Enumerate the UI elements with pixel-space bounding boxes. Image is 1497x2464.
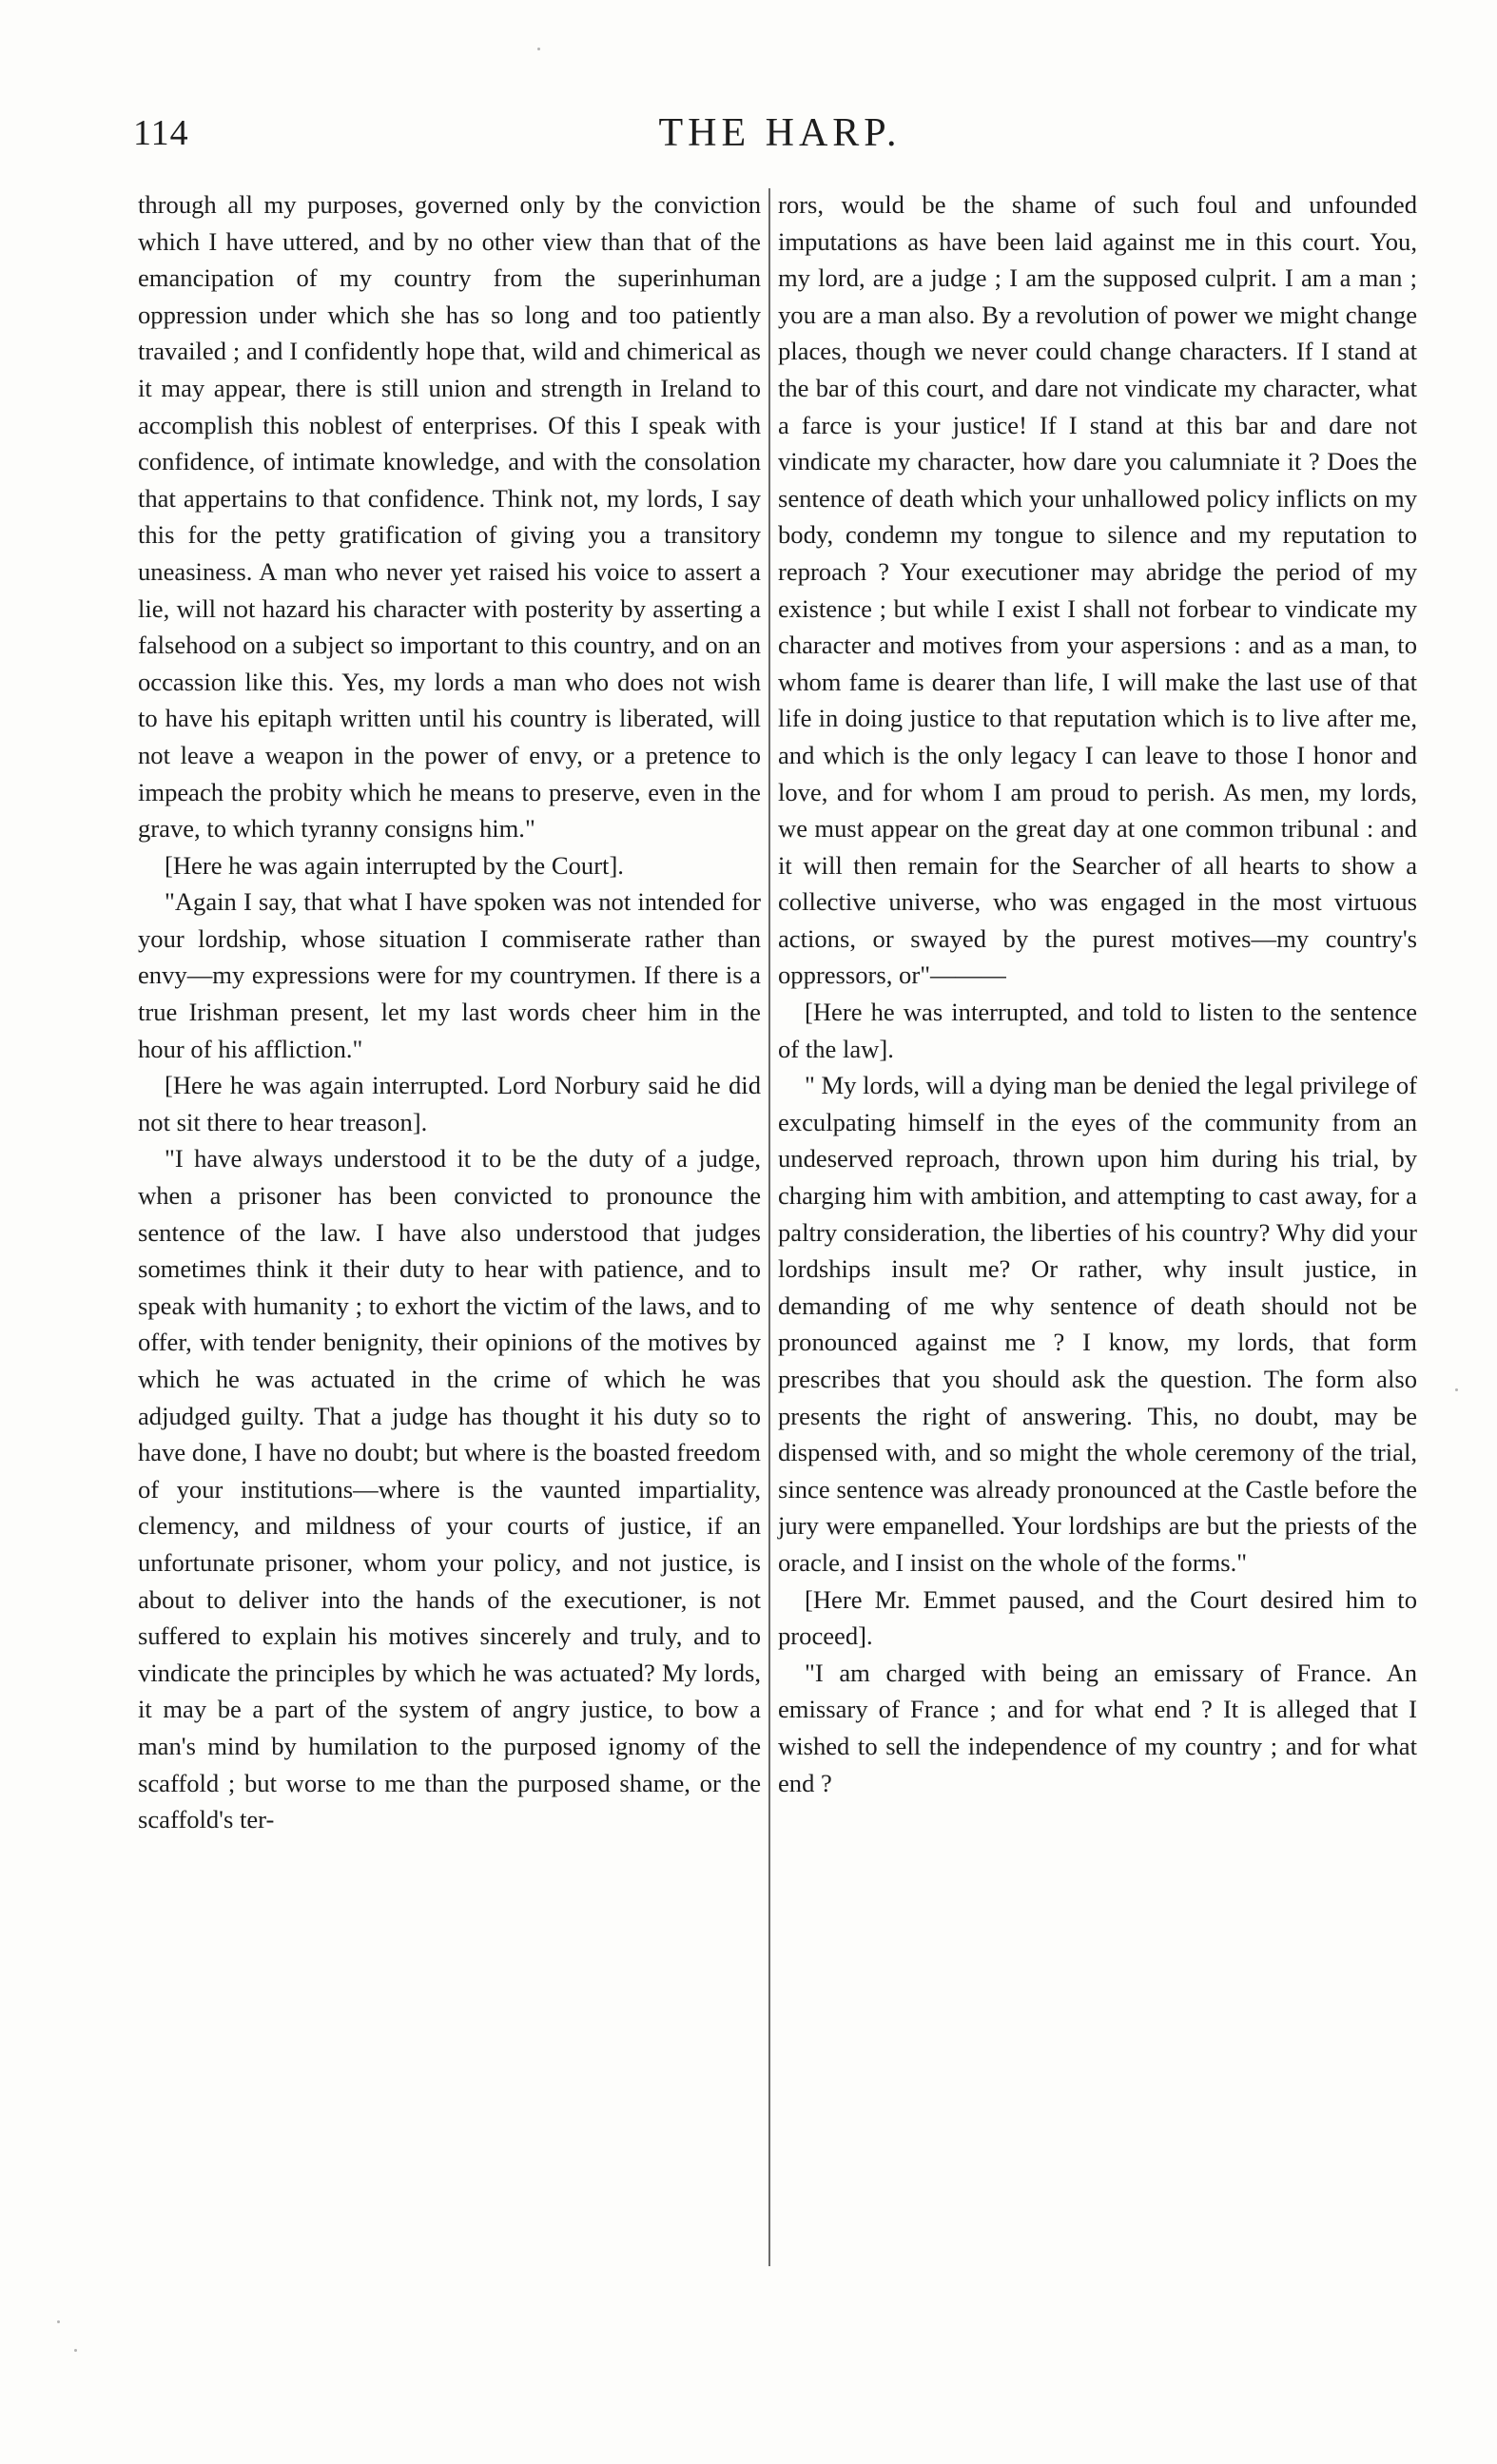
paragraph: [Here Mr. Emmet paused, and the Court desired him to proceed]. <box>778 1584 1417 1651</box>
paragraph: [Here he was again interrupted. Lord Norbury said he did not sit there to hear treason]. <box>138 1071 761 1136</box>
paragraph: [Here he was interrupted, and told to listen to the sentence of the law]. <box>778 998 1417 1063</box>
paragraph: [Here he was again interrupted by the Court]. <box>165 850 624 880</box>
page-number: 114 <box>133 113 189 153</box>
left-column <box>138 186 761 1838</box>
print-speckle <box>537 48 540 50</box>
print-speckle <box>74 2349 77 2352</box>
print-speckle <box>1455 1388 1458 1391</box>
right-column <box>778 186 1417 1801</box>
paragraph: "Again I say, that what I have spoken was not intended for your lordship, whose situation I commiserate rather than envy—my expressions were for my countrymen. If there is a true Irishman present, let my last words cheer him in the hour of his affliction." <box>138 887 761 1063</box>
column-rule <box>768 188 770 2266</box>
paragraph: " My lords, will a dying man be denied the legal privilege of exculpating himself in the eyes of the community from an undeserved reproach, thrown upon him during his trial, by charging him with ambition, and attempting to cast away, for a paltry consideration, the liberties of his country? Why did your lordships insult me? Or rather, why insult justice, in demanding of me why sentence of death should not be pronounced against me ? I know, my lords, that form prescribes that you should ask the question. The form also presents the right of answering. This, no doubt, may be dispensed with, and so might the whole ceremony of the trial, since sentence was already pronounced at the Castle before the jury were empanelled. Your lordships are but the priests of the oracle, and I insist on the whole of the forms." <box>778 1071 1417 1577</box>
running-title: THE HARP. <box>658 111 902 155</box>
paragraph: through all my purposes, governed only by the conviction which I have uttered, and by no other view than that of the emancipation of my country from the superinhuman oppression under which she has so long and too patiently travailed ; and I confidently hope that, wild and chimerical as it may appear, there is still union and strength in Ireland to accomplish this noblest of enterprises. Of this I speak with confidence, of intimate knowledge, and with the consolation that appertains to that confidence. Think not, my lords, I say this for the petty gratification of giving you a transitory uneasiness. A man who never yet raised his voice to assert a lie, will not hazard his character with posterity by asserting a falsehood on a subject so important to this country, and on an occassion like this. Yes, my lords a man who does not wish to have his epitaph written until his country is liberated, will not leave a weapon in the power of envy, or a pretence to impeach the probity which he means to preserve, even in the grave, to which tyranny consigns him." <box>138 190 761 844</box>
paragraph: "I am charged with being an emissary of France. An emissary of France ; and for what end ? It is alleged that I wished to sell the independence of my country ; and for what end ? <box>778 1658 1417 1797</box>
paragraph: rors, would be the shame of such foul and unfounded imputations as have been laid against me in this court. You, my lord, are a judge ; I am the supposed culprit. I am a man ; you are a man also. By a revolution of power we might change places, though we never could change characters. If I stand at the bar of this court, and dare not vindicate my character, what a farce is your justice! If I stand at this bar and dare not vindicate my character, how dare you calumniate it ? Does the sentence of death which your unhallowed policy inflicts on my body, condemn my tongue to silence and my reputation to reproach ? Your executioner may abridge the period of my existence ; but while I exist I shall not forbear to vindicate my character and motives from your aspersions : and as a man, to whom fame is dearer than life, I will make the last use of that life in doing justice to that reputation which is to live after me, and which is the only legacy I can leave to those I honor and love, and for whom I am proud to perish. As men, my lords, we must appear on the great day at one common tribunal : and it will then remain for the Searcher of all hearts to show a collective universe, who was engaged in the most virtuous actions, or swayed by the purest motives—my country's oppressors, or"——— <box>778 190 1417 990</box>
paragraph: "I have always understood it to be the duty of a judge, when a prisoner has been convicted to pronounce the sentence of the law. I have also understood that judges sometimes think it their duty to hear with patience, and to speak with humanity ; to exhort the victim of the laws, and to offer, with tender benignity, their opinions of the motives by which he was actuated in the crime of which he was adjudged guilty. That a judge has thought it his duty so to have done, I have no doubt; but where is the boasted freedom of your institutions—where is the vaunted impartiality, clemency, and mildness of your courts of justice, if an unfortunate prisoner, whom your policy, and not justice, is about to deliver into the hands of the executioner, is not suffered to explain his motives sincerely and truly, and to vindicate the principles by which he was actuated? My lords, it may be a part of the system of angry justice, to bow a man's mind by humilation to the purposed ignomy of the scaffold ; but worse to me than the purposed shame, or the scaffold's ter- <box>138 1144 761 1834</box>
page-header <box>133 107 1427 164</box>
print-speckle <box>57 2320 60 2323</box>
